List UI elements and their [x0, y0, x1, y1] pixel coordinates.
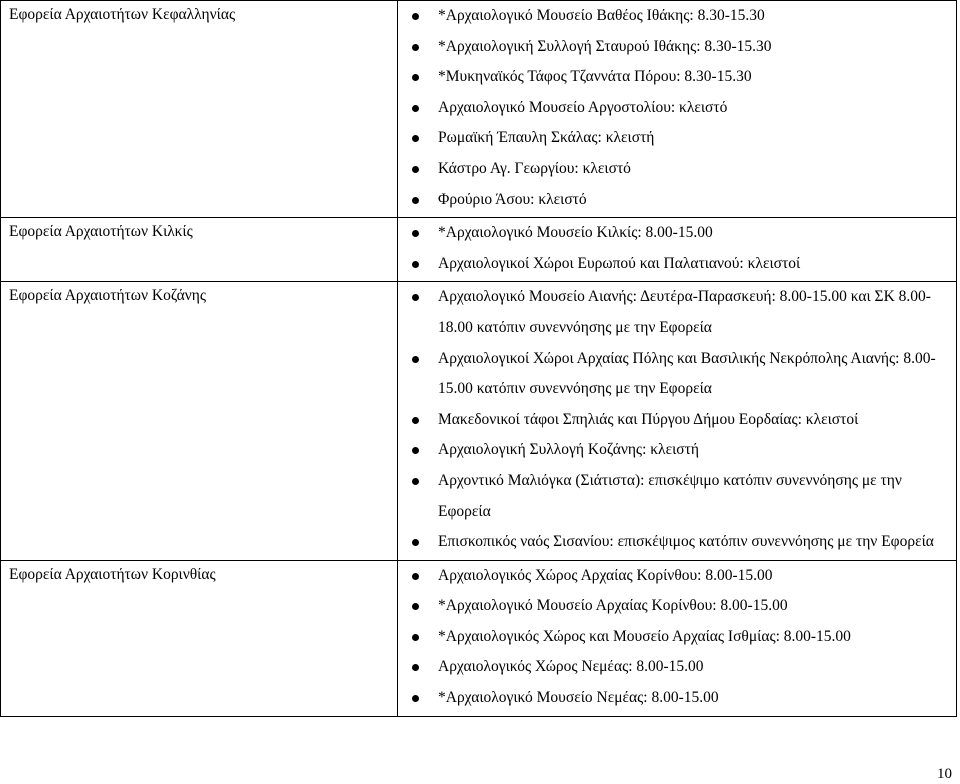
- site-text: Μακεδονικοί τάφοι Σπηλιάς και Πύργου Δήμου Εορδαίας: κλειστοί: [438, 410, 859, 428]
- sites-cell: [398, 560, 957, 716]
- sites-list: [398, 282, 948, 557]
- site-item: [8, 185, 948, 216]
- site-text: Αρχοντικό Μαλιόγκα (Σιάτιστα): επισκέψιμο κατόπιν συνεννόησης με την Εφορεία: [438, 471, 902, 520]
- site-item: [8, 32, 948, 63]
- ephorate-row: [1, 282, 957, 560]
- site-text: Αρχαιολογικό Μουσείο Αιανής: Δευτέρα-Παρασκευή: 8.00-15.00 και ΣΚ 8.00-18.00 κατόπιν συνεννόησης με την Εφορεία: [438, 288, 931, 336]
- site-text: Αρχαιολογικοί Χώροι Ευρωπού και Παλατιανού: κλειστοί: [438, 254, 801, 272]
- site-text: Ρωμαϊκή Έπαυλη Σκάλας: κλειστή: [438, 129, 655, 147]
- sites-list: [398, 561, 948, 714]
- bullet-icon: [412, 603, 419, 610]
- bullet-icon: [412, 539, 419, 546]
- bullet-icon: [412, 573, 419, 580]
- site-item: [8, 466, 948, 527]
- ephorate-row: [1, 1, 957, 218]
- site-item: [8, 561, 948, 592]
- bullet-icon: [412, 447, 419, 454]
- bullet-icon: [412, 634, 419, 641]
- ephorate-name: Εφορεία Αρχαιοτήτων Κιλκίς: [1, 218, 398, 282]
- site-item: [8, 62, 948, 93]
- site-text: *Αρχαιολογικό Μουσείο Αρχαίας Κορίνθου: 8.00-15.00: [438, 597, 788, 615]
- ephorate-name: Εφορεία Αρχαιοτήτων Κορινθίας: [1, 560, 398, 716]
- site-item: [8, 282, 948, 343]
- site-item: [8, 622, 948, 653]
- site-item: [8, 683, 948, 714]
- bullet-icon: [412, 478, 419, 485]
- site-text: *Αρχαιολογικό Μουσείο Κιλκίς: 8.00-15.00: [438, 224, 713, 242]
- site-text: Φρούριο Άσου: κλειστό: [438, 190, 587, 208]
- bullet-icon: [412, 166, 419, 173]
- site-item: [8, 218, 948, 249]
- site-text: Αρχαιολογική Συλλογή Κοζάνης: κλειστή: [438, 441, 699, 459]
- ephorate-name: Εφορεία Αρχαιοτήτων Κεφαλληνίας: [1, 1, 398, 218]
- site-text: Επισκοπικός ναός Σισανίου: επισκέψιμος κατόπιν συνεννόησης με την Εφορεία: [438, 533, 934, 551]
- sites-list: [398, 1, 948, 215]
- site-item: [8, 652, 948, 683]
- bullet-icon: [412, 13, 419, 20]
- site-text: *Αρχαιολογικό Μουσείο Νεμέας: 8.00-15.00: [438, 689, 719, 707]
- sites-cell: [398, 1, 957, 218]
- site-item: [8, 344, 948, 405]
- site-text: *Αρχαιολογική Συλλογή Σταυρού Ιθάκης: 8.30-15.30: [438, 37, 772, 55]
- page-number: 10: [937, 766, 952, 782]
- bullet-icon: [412, 74, 419, 81]
- site-item: [8, 93, 948, 124]
- site-item: [8, 249, 948, 280]
- bullet-icon: [412, 105, 419, 112]
- bullet-icon: [412, 44, 419, 51]
- bullet-icon: [412, 695, 419, 702]
- site-text: *Αρχαιολογικό Μουσείο Βαθέος Ιθάκης: 8.30-15.30: [438, 7, 765, 24]
- sites-cell: [398, 218, 957, 282]
- site-text: Αρχαιολογικός Χώρος Νεμέας: 8.00-15.00: [438, 658, 704, 676]
- site-item: [8, 405, 948, 436]
- bullet-icon: [412, 197, 419, 204]
- site-item: [8, 591, 948, 622]
- site-item: [8, 154, 948, 185]
- ephorate-row: [1, 218, 957, 282]
- bullet-icon: [412, 356, 419, 363]
- site-item: [8, 435, 948, 466]
- site-text: Κάστρο Αγ. Γεωργίου: κλειστό: [438, 159, 631, 177]
- site-text: Αρχαιολογικό Μουσείο Αργοστολίου: κλειστό: [438, 98, 728, 116]
- site-item: [8, 123, 948, 154]
- bullet-icon: [412, 417, 419, 424]
- ephorate-row: [1, 560, 957, 716]
- site-text: *Αρχαιολογικός Χώρος και Μουσείο Αρχαίας Ισθμίας: 8.00-15.00: [438, 627, 851, 645]
- bullet-icon: [412, 230, 419, 237]
- ephorate-name: Εφορεία Αρχαιοτήτων Κοζάνης: [1, 282, 398, 560]
- bullet-icon: [412, 135, 419, 142]
- bullet-icon: [412, 294, 419, 301]
- site-text: *Μυκηναϊκός Τάφος Τζαννάτα Πόρου: 8.30-15.30: [438, 68, 752, 86]
- site-item: [8, 527, 948, 558]
- site-text: Αρχαιολογικοί Χώροι Αρχαίας Πόλης και Βασιλικής Νεκρόπολης Αιανής: 8.00-15.00 κατόπιν συνεννόησης με την Εφορεία: [438, 349, 936, 398]
- site-text: Αρχαιολογικός Χώρος Αρχαίας Κορίνθου: 8.00-15.00: [438, 566, 773, 584]
- bullet-icon: [412, 261, 419, 268]
- bullet-icon: [412, 664, 419, 671]
- sites-cell: [398, 282, 957, 560]
- sites-list: [398, 218, 948, 279]
- site-item: [8, 1, 948, 32]
